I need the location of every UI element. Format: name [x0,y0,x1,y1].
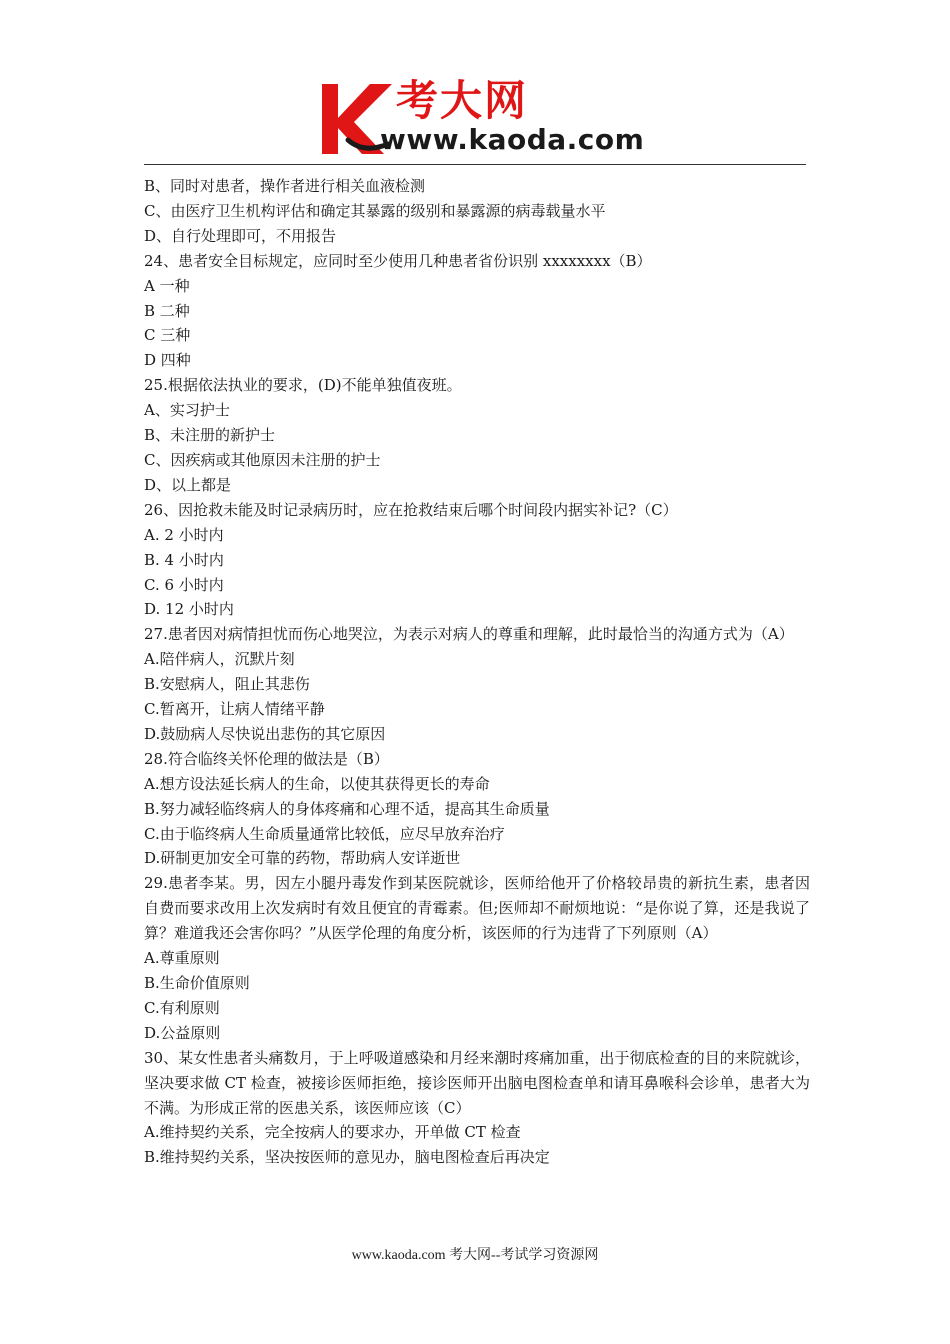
question-28: 28.符合临终关怀伦理的做法是（B） [144,749,389,768]
option-line: A 一种 [144,276,190,295]
option-line: B. 4 小时内 [144,550,224,569]
question-27: 27.患者因对病情担忧而伤心地哭泣，为表示对病人的尊重和理解，此时最恰当的沟通方式为（A） [144,625,794,644]
text-line: D、自行处理即可，不用报告 [144,226,337,245]
option-line: D.鼓励病人尽快说出悲伤的其它原因 [144,724,386,743]
option-line: B.安慰病人，阻止其悲伤 [144,675,310,694]
option-line: D.公益原则 [144,1023,221,1042]
question-29: 29.患者李某。男，因左小腿丹毒发作到某医院就诊，医师给他开了价格较昂贵的新抗生素，患者因自费而要求改用上次发病时有效且便宜的青霉素。但;医师却不耐烦地说：“是你说了算，还是我说了算？难道我还会害你吗？”从医学伦理的角度分析，该医师的行为违背了下列原则（A） [144,874,810,943]
option-line: B.努力减轻临终病人的身体疼痛和心理不适，提高其生命质量 [144,799,550,818]
option-line: C、因疾病或其他原因未注册的护士 [144,450,381,469]
option-line: A.维持契约关系，完全按病人的要求办，开单做 CT 检查 [144,1123,521,1142]
option-line: D. 12 小时内 [144,600,234,619]
option-line: C 三种 [144,326,191,345]
text-line: C、由医疗卫生机构评估和确定其暴露的级别和暴露源的病毒载量水平 [144,201,606,220]
logo-chinese-name: 考大网 [396,76,529,125]
question-26: 26、因抢救未能及时记录病历时，应在抢救结束后哪个时间段内据实补记?（C） [144,500,678,519]
option-line: A.尊重原则 [144,949,220,968]
option-line: A.想方设法延长病人的生命，以使其获得更长的寿命 [144,774,490,793]
document-body [144,174,810,1170]
text-line: B、同时对患者，操作者进行相关血液检测 [144,177,426,195]
option-line: A、实习护士 [144,401,230,420]
header-divider [144,164,806,165]
option-line: D.研制更加安全可靠的药物，帮助病人安详逝世 [144,849,461,868]
page-footer: www.kaoda.com 考大网--考试学习资源网 [351,1248,599,1263]
option-line: C.暂离开，让病人情绪平静 [144,700,325,719]
option-line: B 二种 [144,301,190,320]
option-line: B.维持契约关系，坚决按医师的意见办，脑电图检查后再决定 [144,1148,550,1167]
logo-url: www.kaoda.com [380,123,645,156]
option-line: C.由于临终病人生命质量通常比较低，应尽早放弃治疗 [144,824,505,843]
option-line: D 四种 [144,351,191,370]
question-25: 25.根据依法执业的要求，(D)不能单独值夜班。 [144,376,462,395]
site-logo [318,78,648,160]
option-line: B、未注册的新护士 [144,426,276,445]
option-line: C. 6 小时内 [144,575,224,594]
option-line: C.有利原则 [144,998,220,1017]
option-line: A.陪伴病人，沉默片刻 [144,650,295,669]
question-24: 24、患者安全目标规定，应同时至少使用几种患者省份识别 xxxxxxxx（B） [144,251,652,270]
question-30: 30、某女性患者头痛数月，于上呼吸道感染和月经来潮时疼痛加重，出于彻底检查的目的来院就诊，坚决要求做 CT 检查，被接诊医师拒绝，接诊医师开出脑电图检查单和请耳鼻喉科会诊单，患者大为不满。为形成正常的医患关系，该医师应该（C） [144,1048,810,1117]
option-line: B.生命价值原则 [144,974,250,992]
option-line: A. 2 小时内 [144,525,224,544]
option-line: D、以上都是 [144,475,232,494]
